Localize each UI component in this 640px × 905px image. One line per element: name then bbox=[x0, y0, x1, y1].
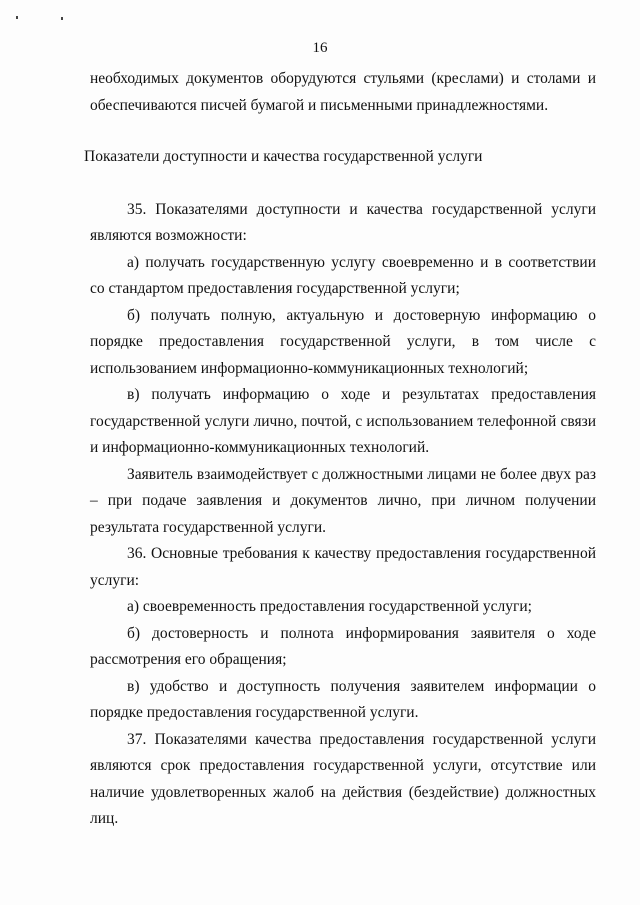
paragraph-35-item-c: в) получать информацию о ходе и результатах предоставления государственной услуги лично, почтой, с использованием телефонной связи и информационно-коммуникационных технологий. bbox=[90, 386, 596, 456]
paragraph-35: 35. Показателями доступности и качества государственной услуги являются возможности: bbox=[90, 200, 596, 244]
paragraph-36-item-b: б) достоверность и полнота информирования заявителя о ходе рассмотрения его обращения; bbox=[90, 624, 596, 668]
paragraph-35-applicant-note: Заявитель взаимодействует с должностными лицами не более двух раз – при подаче заявления и документов лично, при личном получении результата государственной услуги. bbox=[90, 465, 596, 536]
paragraph-36-item-c: в) удобство и доступность получения заявителем информации о порядке предоставления государственной услуги. bbox=[90, 677, 596, 721]
paragraph-36: 36. Основные требования к качеству предоставления государственной услуги: bbox=[90, 545, 596, 589]
paragraph-36-item-a: а) своевременность предоставления государственной услуги; bbox=[127, 598, 532, 615]
intro-continuation-paragraph: необходимых документов оборудуются стульями (креслами) и столами и обеспечиваются писчей бумагой и письменными принадлежностями. bbox=[90, 70, 596, 114]
paragraph-37: 37. Показателями качества предоставления государственной услуги являются срок предоставления государственной услуги, отсутствие или наличие удовлетворенных жалоб на действия (бездействие) должностных лиц. bbox=[90, 730, 596, 827]
paragraph-35-item-a: а) получать государственную услугу своевременно и в соответствии со стандартом предоставления государственной услуги; bbox=[90, 253, 596, 297]
section-heading: Показатели доступности и качества государственной услуги bbox=[84, 148, 483, 165]
scan-artifact-marks bbox=[14, 12, 74, 24]
paragraph-35-item-b: б) получать полную, актуальную и достоверную информацию о порядке предоставления государственной услуги, в том числе с использованием информационно-коммуникационных технологий; bbox=[90, 306, 596, 377]
document-body bbox=[84, 66, 596, 833]
page-number: 16 bbox=[312, 40, 328, 56]
